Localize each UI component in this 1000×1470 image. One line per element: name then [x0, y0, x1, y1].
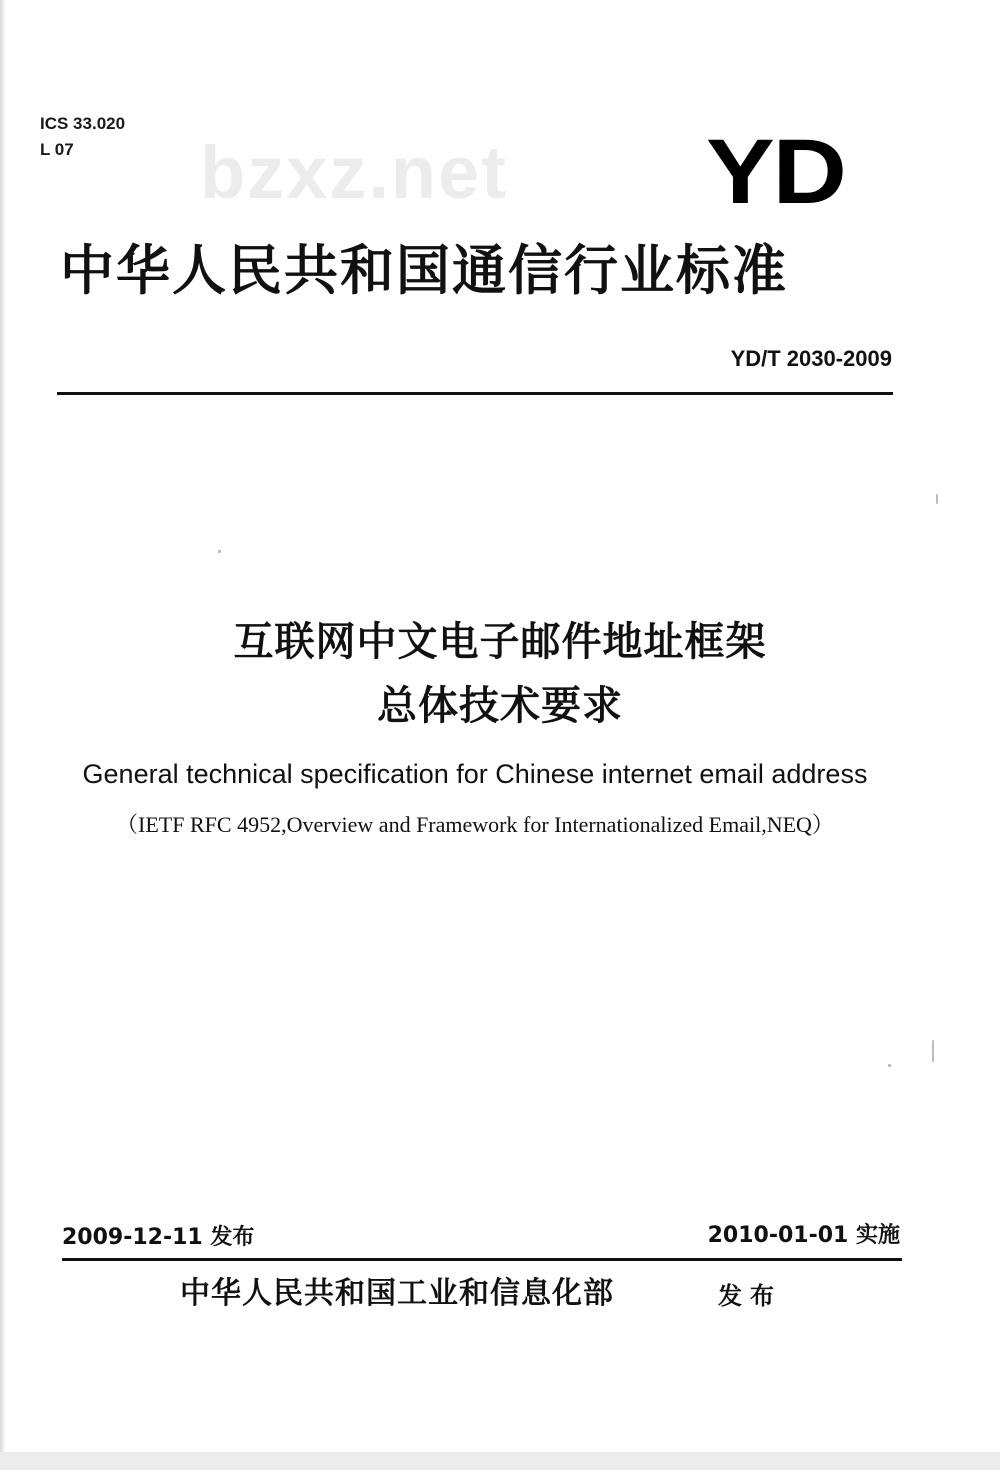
scan-speck	[932, 1040, 934, 1062]
standard-category-title: 中华人民共和国通信行业标准	[60, 239, 788, 302]
scan-left-edge	[0, 0, 6, 1470]
issue-date: 2009-12-11 发布	[62, 1225, 255, 1250]
header-divider	[57, 392, 893, 395]
document-title-zh-line1: 互联网中文电子邮件地址框架	[233, 619, 767, 665]
ics-code: ICS 33.020	[40, 114, 126, 133]
ccs-code: L 07	[40, 140, 74, 159]
scan-speck	[218, 550, 221, 553]
scan-speck	[936, 494, 938, 504]
publisher-suffix: 发布	[718, 1282, 782, 1310]
yd-logo: YD	[706, 121, 845, 223]
watermark: bzxz.net	[200, 131, 508, 214]
scan-bottom-edge	[0, 1452, 1000, 1470]
document-title-zh-line2: 总体技术要求	[377, 683, 623, 729]
standard-number: YD/T 2030-2009	[730, 346, 892, 371]
document-title-en: General technical specification for Chinese internet email address	[82, 759, 868, 789]
footer-divider	[62, 1258, 902, 1261]
scan-speck	[888, 1064, 891, 1067]
classification-block	[40, 111, 125, 163]
implementation-date: 2010-01-01 实施	[707, 1223, 900, 1248]
reference-note: （IETF RFC 4952,Overview and Framework for Internationalized Email,NEQ）	[116, 812, 834, 837]
publisher-name: 中华人民共和国工业和信息化部	[180, 1276, 614, 1311]
